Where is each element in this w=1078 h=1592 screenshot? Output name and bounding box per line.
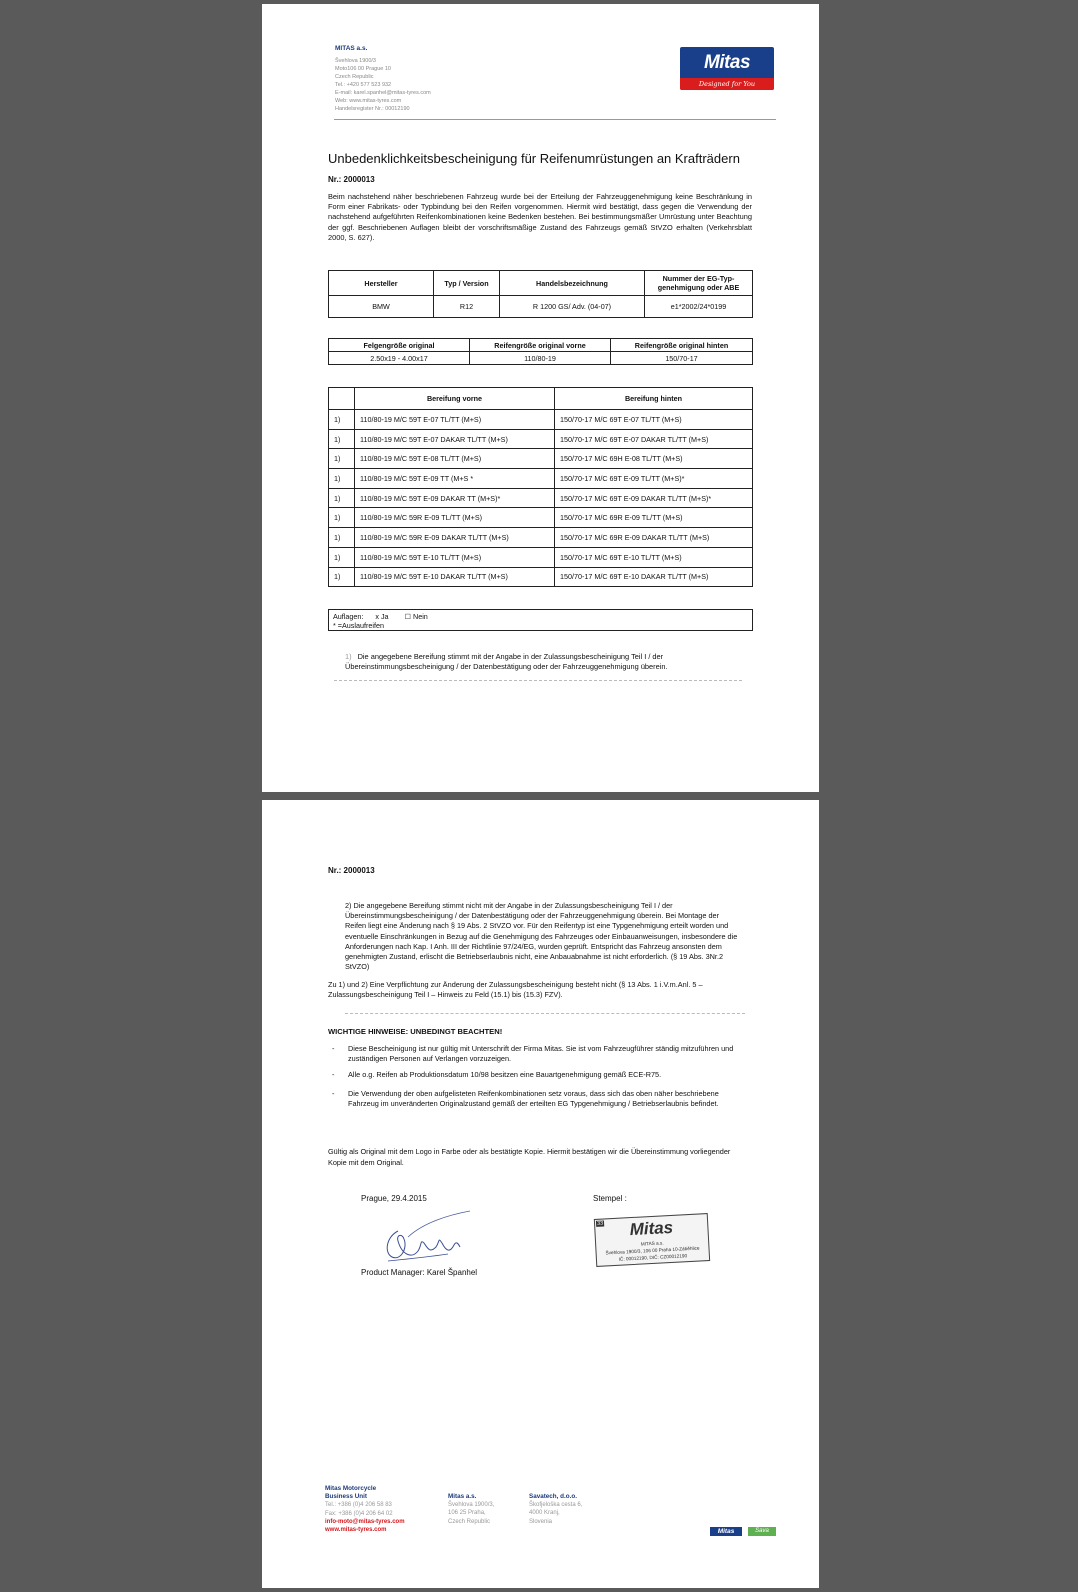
header-divider: [334, 119, 776, 120]
footnote-1-number: 1): [345, 652, 352, 661]
mitas-logo: [680, 47, 774, 90]
stamp-line: IČ: 00012190, DIČ: CZ00012190: [618, 1253, 688, 1262]
logo-slogan: Designed for You: [698, 80, 756, 88]
tyre-header-rear: Bereifung hinten: [555, 388, 753, 410]
footer-col-mitas: [448, 1493, 494, 1526]
tyre-cell-front: 110/80-19 M/C 59T E-07 TL/TT (M+S): [355, 410, 555, 430]
tyre-row: [329, 449, 753, 469]
header-address-line: Czech Republic: [335, 74, 374, 80]
tyre-cell-rear: 150/70-17 M/C 69T E-07 DAKAR TL/TT (M+S): [555, 429, 753, 449]
certificate-number: Nr.: 2000013: [328, 175, 375, 184]
vehicle-header-trade-name: Handelsbezeichnung: [500, 271, 645, 296]
tyre-row: [329, 547, 753, 567]
bullet-text: Die Verwendung der oben aufgelisteten Reifenkombinationen setz voraus, dass sich das oben näher beschriebene Fahrzeug im unveränderten Originalzustand gemäß der erteilten EG Typgenehmigung / Betriebserlaubnis befindet.: [348, 1089, 719, 1109]
vehicle-header-manufacturer: Hersteller: [329, 271, 434, 296]
tyre-cell-rear: 150/70-17 M/C 69R E-09 TL/TT (M+S): [555, 508, 753, 528]
bullet-item: [328, 1070, 738, 1080]
tyre-row: [329, 528, 753, 548]
footer-web-link[interactable]: www.mitas-tyres.com: [325, 1527, 387, 1534]
tyre-cell-index: 1): [329, 469, 355, 489]
tyre-cell-index: 1): [329, 567, 355, 587]
vehicle-cell: BMW: [329, 296, 434, 318]
stamp-wordmark: Mitas: [629, 1217, 674, 1240]
tyre-combination-table: [328, 387, 753, 587]
product-manager: Product Manager: Karel Španhel: [361, 1268, 478, 1277]
tyre-cell-index: 1): [329, 429, 355, 449]
tyre-cell-front: 110/80-19 M/C 59T E-07 DAKAR TL/TT (M+S): [355, 429, 555, 449]
footer-fax: Fax: +386 (0)4 206 64 02: [325, 1510, 393, 1517]
footer-line: 4000 Kranj,: [529, 1510, 560, 1517]
auflagen-label: Auflagen:: [333, 612, 364, 621]
tyre-row: [329, 429, 753, 449]
rim-cell: 110/80-19: [470, 352, 611, 365]
tyre-cell-front: 110/80-19 M/C 59T E-08 TL/TT (M+S): [355, 449, 555, 469]
bullet-dash: -: [332, 1089, 335, 1098]
footer-col-savatech: [529, 1493, 582, 1526]
auflagen-box: [328, 609, 753, 631]
tyre-cell-rear: 150/70-17 M/C 69T E-10 DAKAR TL/TT (M+S): [555, 567, 753, 587]
footnote-1: [345, 652, 745, 672]
footer-email-link[interactable]: info-moto@mitas-tyres.com: [325, 1518, 405, 1525]
footnote-2: 2) Die angegebene Bereifung stimmt nicht mit der Angabe in der Zulassungsbescheinigung Teil I / der Übereinstimmungsbescheinigung / der Datenbestätigung oder der Fahrzeuggenehmigung überein. Bei Montage der Reifen liegt eine Änderung nach § 19 Abs. 2 StVZO vor. Für den Reifentyp ist eine Typgenehmigung erteilt worden und eventuelle Einschränkungen in Bezug auf die Genehmigung des Fahrzeuges oder Einbauanweisungen, insbesondere die Anforderungen nach Kap. I Anh. III der Richtlinie 97/24/EG, wurden geprüft. Entspricht das Fahrzeug ansonsten dem genehmigten Zustand, erlischt die Betriebserlaubnis nicht, eine Anbauabnahme ist nicht erforderlich. (§ 19 Abs. 3Nr.2 StVZO): [345, 901, 738, 972]
tyre-cell-rear: 150/70-17 M/C 69T E-09 TL/TT (M+S)*: [555, 469, 753, 489]
rim-cell: 2.50x19 - 4.00x17: [329, 352, 470, 365]
header-address-line: Handelsregister Nr.: 00012190: [335, 106, 410, 112]
footer-line: Czech Republic: [448, 1518, 491, 1525]
footer-line: Švehlova 1900/3,: [448, 1502, 495, 1509]
header-address-line: Tel.: +420 577 523 932: [335, 82, 392, 88]
footnote-1-text: Die angegebene Bereifung stimmt mit der Angabe in der Zulassungsbescheinigung Teil I / der Übereinstimmungsbescheinigung / der Datenbestätigung oder der Fahrzeuggenehmigung überein.: [345, 652, 668, 671]
intro-paragraph: Beim nachstehend näher beschriebenen Fahrzeug wurde bei der Erteilung der Fahrzeuggenehmigung keine Beschränkung in Form einer Fabrikats- oder Typbindung bei den Reifen vorgenommen. Hiermit wird bestätigt, dass gegen die Verwendung der nachstehend aufgeführten Reifenkombinationen keine Bedenken bestehen. Bei bestimmungsmäßer Umrüstung unter Beachtung der ggf. Beschriebenen Auflagen bleibt der vorschriftsmäßige Zustand des Fahrzeugs gemäß StVZO erhalten (Verkehrsblatt 2000, S. 627).: [328, 192, 752, 242]
certificate-number: Nr.: 2000013: [328, 866, 375, 875]
tyre-cell-rear: 150/70-17 M/C 69H E-08 TL/TT (M+S): [555, 449, 753, 469]
zu-note: Zu 1) und 2) Eine Verpflichtung zur Änderung der Zulassungsbescheinigung besteht nicht (§ 13 Abs. 1 i.V.m.Anl. 5 – Zulassungsbescheinigung Teil I – Hinweis zu Feld (15.1) bis (15.3) FZV).: [328, 980, 703, 1000]
place-date: Prague, 29.4.2015: [361, 1194, 427, 1203]
tyre-cell-index: 1): [329, 449, 355, 469]
tyre-cell-front: 110/80-19 M/C 59R E-09 DAKAR TL/TT (M+S): [355, 528, 555, 548]
bullet-text: Alle o.g. Reifen ab Produktionsdatum 10/98 besitzen eine Bauartgenehmigung gemäß ECE-R75.: [348, 1070, 662, 1079]
stamp-number: 33: [596, 1220, 604, 1227]
footer-sava-logo: Sava: [748, 1527, 776, 1536]
tyre-cell-index: 1): [329, 508, 355, 528]
footer-title: Savatech, d.o.o.: [529, 1493, 577, 1500]
tyre-header-index: [329, 388, 355, 410]
rim-cell: 150/70-17: [611, 352, 753, 365]
tyre-row: [329, 488, 753, 508]
bullet-item: [328, 1089, 738, 1109]
document-page-1: [262, 4, 819, 792]
header-address-line: Švehlova 1900/3: [335, 58, 376, 64]
tyre-row: [329, 469, 753, 489]
tyre-cell-index: 1): [329, 488, 355, 508]
bullet-text: Diese Bescheinigung ist nur gültig mit Unterschrift der Firma Mitas. Sie ist vom Fahrzeugführer ständig mitzuführen und zuständigen Personen auf Verlangen vorzuzeigen.: [348, 1044, 734, 1064]
tyre-cell-index: 1): [329, 547, 355, 567]
footer-tel: Tel.: +386 (0)4 206 58 83: [325, 1502, 392, 1509]
tyre-cell-front: 110/80-19 M/C 59R E-09 TL/TT (M+S): [355, 508, 555, 528]
tyre-row: [329, 567, 753, 587]
tyre-row: [329, 508, 753, 528]
rim-size-table: [328, 338, 753, 365]
footer-line: Slovenia: [529, 1518, 553, 1525]
vehicle-cell: e1*2002/24*0199: [645, 296, 753, 318]
footer-col-mitas-moto: [325, 1485, 405, 1534]
header-company-name: MITAS a.s.: [335, 45, 368, 52]
vehicle-cell: R 1200 GS/ Adv. (04-07): [500, 296, 645, 318]
tyre-cell-front: 110/80-19 M/C 59T E-09 DAKAR TT (M+S)*: [355, 488, 555, 508]
vehicle-table: [328, 270, 753, 318]
auflagen-ja: x Ja: [375, 612, 389, 621]
tyre-cell-index: 1): [329, 528, 355, 548]
tyre-cell-rear: 150/70-17 M/C 69T E-10 TL/TT (M+S): [555, 547, 753, 567]
warning-title: WICHTIGE HINWEISE: UNBEDINGT BEACHTEN!: [328, 1027, 503, 1036]
vehicle-header-type: Typ / Version: [434, 271, 500, 296]
tyre-cell-index: 1): [329, 410, 355, 430]
footer-title: Business Unit: [325, 1493, 367, 1501]
rim-header-original: Felgengröße original: [329, 339, 470, 352]
tyre-cell-rear: 150/70-17 M/C 69T E-09 DAKAR TL/TT (M+S)*: [555, 488, 753, 508]
rim-header-front: Reifengröße original vorne: [470, 339, 611, 352]
bullet-dash: -: [332, 1070, 335, 1079]
header-address-line: Moto106 00 Prague 10: [335, 66, 391, 72]
bullet-item: [328, 1044, 738, 1064]
rim-header-rear: Reifengröße original hinten: [611, 339, 753, 352]
section-divider: [345, 1013, 745, 1014]
bullet-dash: -: [332, 1044, 335, 1053]
stamp-line: MITAS a.s.: [640, 1240, 664, 1247]
tyre-cell-front: 110/80-19 M/C 59T E-10 TL/TT (M+S): [355, 547, 555, 567]
validity-paragraph: Gültig als Original mit dem Logo in Farbe oder als bestätigte Kopie. Hiermit bestätigen wir die Übereinstimmung vorliegender Kopie mit dem Original.: [328, 1147, 731, 1167]
tyre-cell-front: 110/80-19 M/C 59T E-10 DAKAR TL/TT (M+S): [355, 567, 555, 587]
tyre-cell-front: 110/80-19 M/C 59T E-09 TT (M+S *: [355, 469, 555, 489]
document-page-2: [262, 800, 819, 1588]
footer-mitas-logo: Mitas: [710, 1527, 742, 1536]
footer-line: 106 25 Praha,: [448, 1510, 486, 1517]
header-address-line: E-mail: karel.spanhel@mitas-tyres.com: [335, 90, 431, 96]
vehicle-cell: R12: [434, 296, 500, 318]
vehicle-header-approval: Nummer der EG-Typ-genehmigung oder ABE: [645, 271, 753, 296]
auflagen-note: * =Auslaufreifen: [333, 621, 384, 630]
tyre-row: [329, 410, 753, 430]
company-stamp: [594, 1213, 710, 1267]
header-address: [335, 57, 431, 113]
footer-title: Mitas Motorcycle: [325, 1485, 377, 1492]
auflagen-nein: ☐ Nein: [404, 612, 428, 621]
footer-line: Škofjeloška cesta 6,: [529, 1502, 583, 1509]
tyre-cell-rear: 150/70-17 M/C 69T E-07 TL/TT (M+S): [555, 410, 753, 430]
document-title: Unbedenklichkeitsbescheinigung für Reifenumrüstungen an Krafträdern: [328, 151, 740, 166]
logo-wordmark: Mitas: [703, 52, 751, 73]
footnote-divider: [334, 680, 742, 681]
tyre-header-front: Bereifung vorne: [355, 388, 555, 410]
signature-image: [378, 1209, 478, 1265]
stamp-line: Švehlova 1900/3, 106 00 Praha 10-Záběhlice: [605, 1245, 700, 1256]
tyre-cell-rear: 150/70-17 M/C 69R E-09 DAKAR TL/TT (M+S): [555, 528, 753, 548]
stamp-label: Stempel :: [593, 1194, 627, 1203]
footer-title: Mitas a.s.: [448, 1493, 477, 1500]
header-address-line: Web: www.mitas-tyres.com: [335, 98, 402, 104]
